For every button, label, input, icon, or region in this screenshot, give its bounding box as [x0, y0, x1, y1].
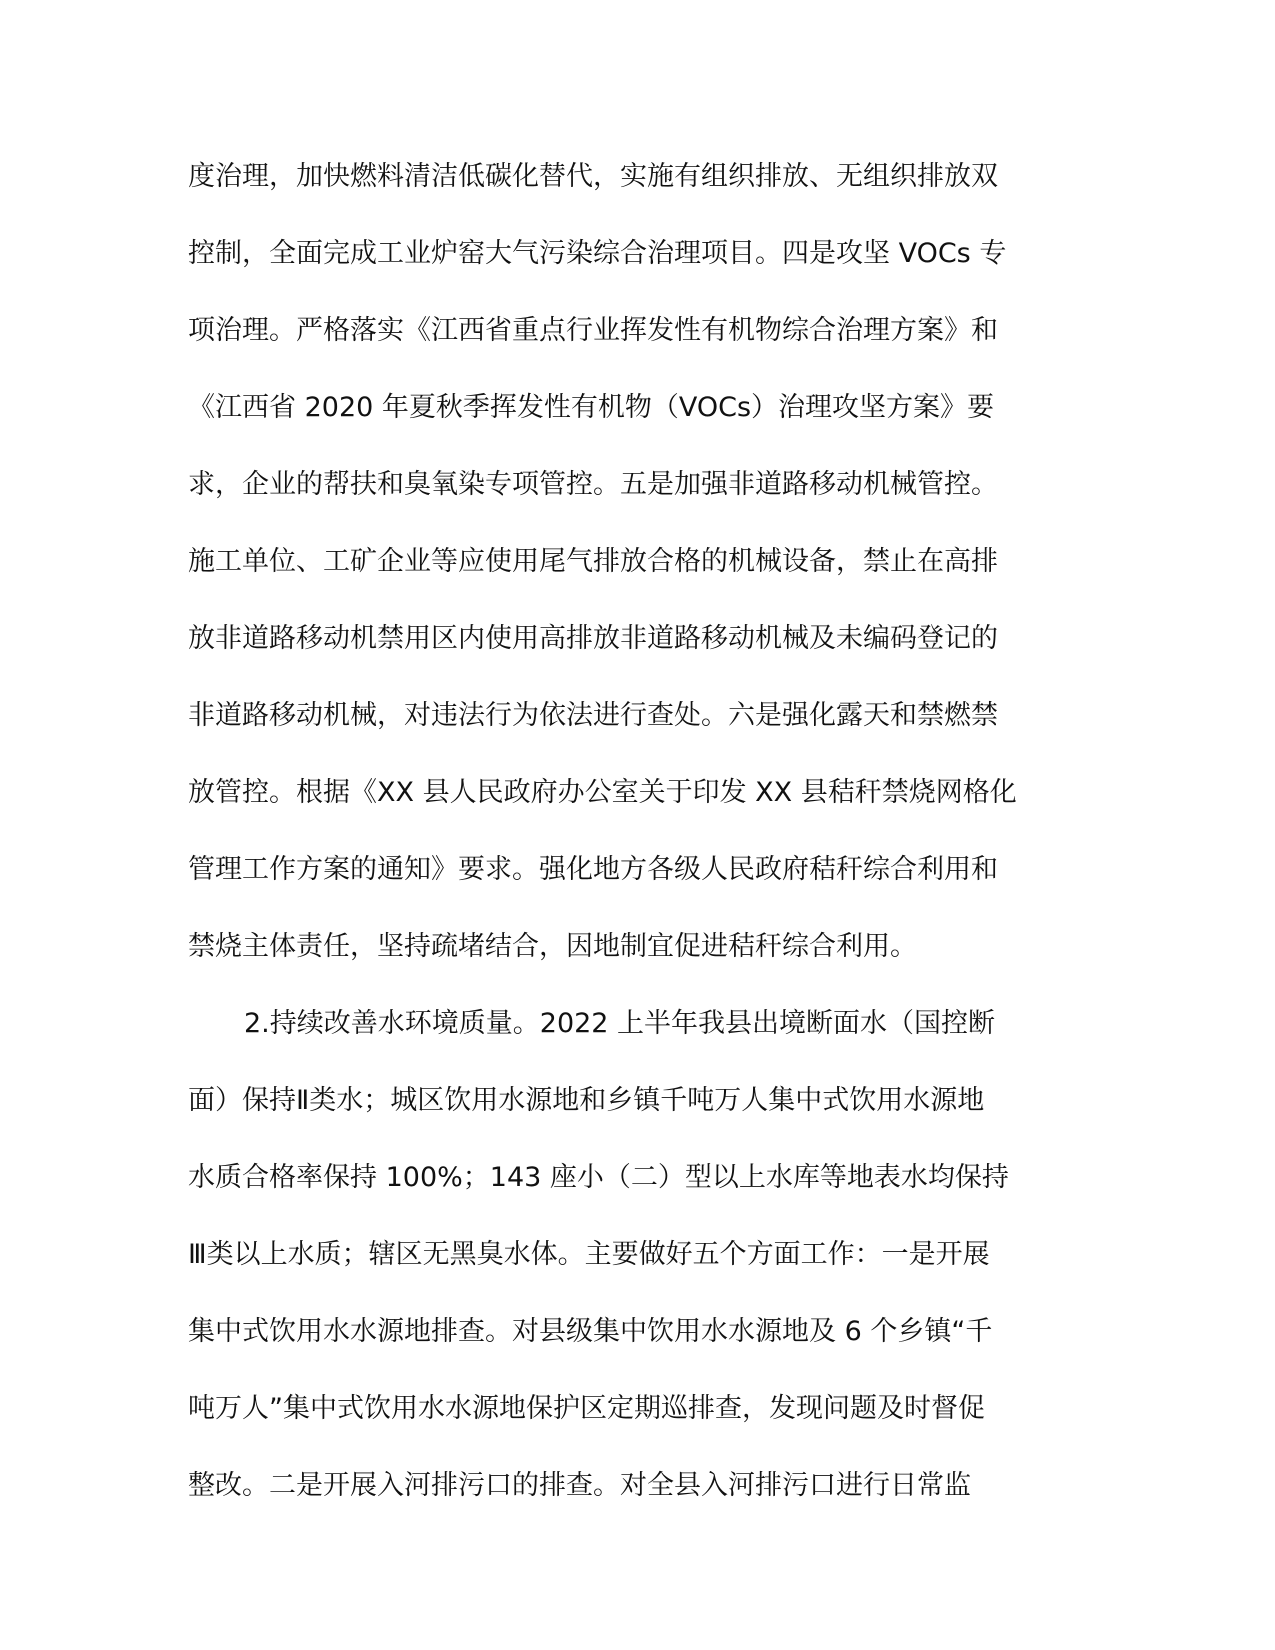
text-line: 非道路移动机械，对违法行为依法进行查处。六是强化露天和禁燃禁	[188, 700, 998, 731]
text-line: 度治理，加快燃料清洁低碳化替代，实施有组织排放、无组织排放双	[188, 161, 998, 192]
body-text	[188, 138, 1088, 1524]
text-line: 控制，全面完成工业炉窑大气污染综合治理项目。四是攻坚 VOCs 专	[188, 238, 1007, 269]
text-line: 《江西省 2020 年夏秋季挥发性有机物（VOCs）治理攻坚方案》要	[188, 392, 995, 423]
text-line: 施工单位、工矿企业等应使用尾气排放合格的机械设备，禁止在高排	[188, 546, 998, 577]
text-line: 吨万人”集中式饮用水水源地保护区定期巡排查，发现问题及时督促	[188, 1393, 985, 1424]
text-line: 项治理。严格落实《江西省重点行业挥发性有机物综合治理方案》和	[188, 315, 998, 346]
text-line: Ⅲ类以上水质；辖区无黑臭水体。主要做好五个方面工作：一是开展	[188, 1239, 990, 1270]
paragraph-start-line: 2.持续改善水环境质量。2022 上半年我县出境断面水（国控断	[244, 1008, 996, 1039]
text-line: 面）保持Ⅱ类水；城区饮用水源地和乡镇千吨万人集中式饮用水源地	[188, 1085, 985, 1116]
text-line: 求，企业的帮扶和臭氧染专项管控。五是加强非道路移动机械管控。	[188, 469, 998, 500]
text-line: 放非道路移动机禁用区内使用高排放非道路移动机械及未编码登记的	[188, 623, 998, 654]
text-line: 水质合格率保持 100%；143 座小（二）型以上水库等地表水均保持	[188, 1162, 1009, 1193]
text-line: 整改。二是开展入河排污口的排查。对全县入河排污口进行日常监	[188, 1470, 971, 1501]
text-line: 禁烧主体责任，坚持疏堵结合，因地制宜促进秸秆综合利用。	[188, 931, 917, 962]
text-line: 放管控。根据《XX 县人民政府办公室关于印发 XX 县秸秆禁烧网格化	[188, 777, 1017, 808]
text-line: 集中式饮用水水源地排查。对县级集中饮用水水源地及 6 个乡镇“千	[188, 1316, 993, 1347]
text-line: 管理工作方案的通知》要求。强化地方各级人民政府秸秆综合利用和	[188, 854, 998, 885]
